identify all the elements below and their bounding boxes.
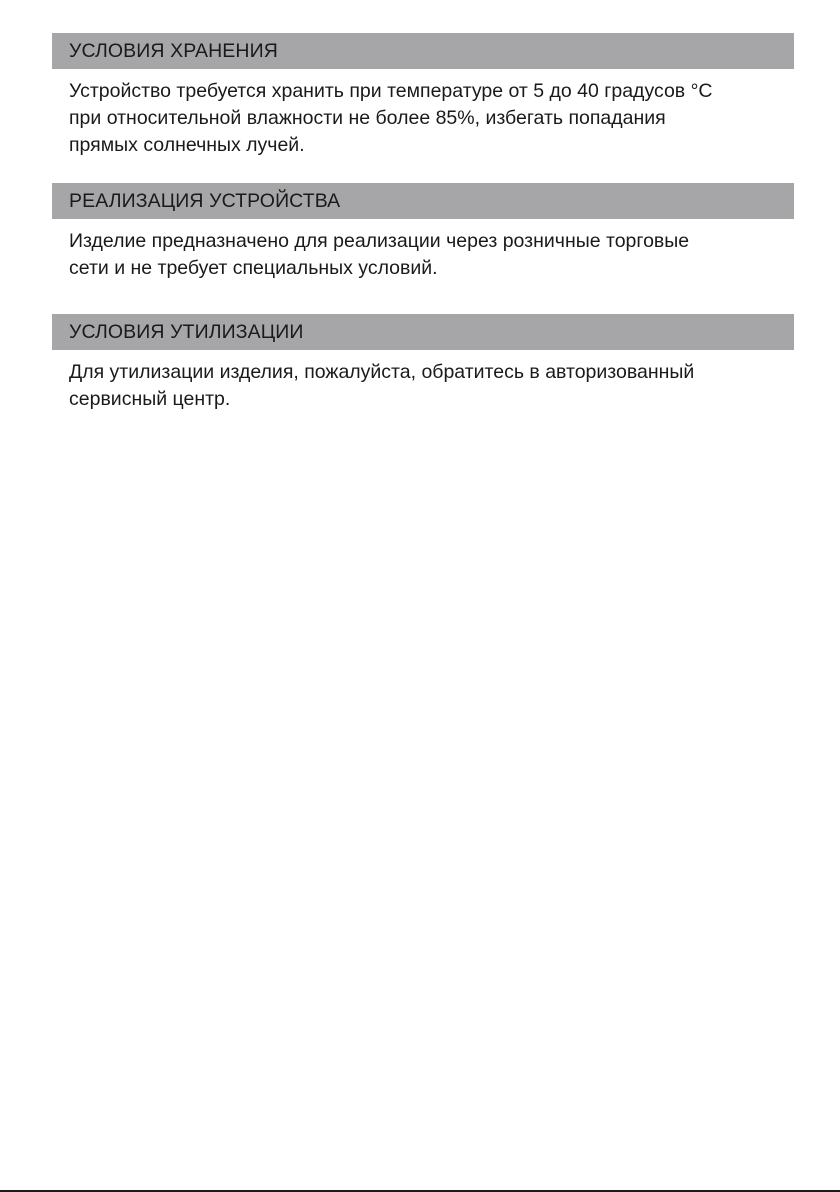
section-heading: УСЛОВИЯ ХРАНЕНИЯ [52,33,794,69]
section-text [52,78,794,159]
section-text [52,228,794,282]
section-heading: УСЛОВИЯ УТИЛИЗАЦИИ [52,314,794,350]
text-line: Изделие предназначено для реализации через розничные торговые [69,230,690,252]
section-device-sale [52,183,794,282]
section-storage-conditions [52,33,794,159]
text-line: прямых солнечных лучей. [69,134,305,156]
text-line: сервисный центр. [69,388,231,410]
text-line: Для утилизации изделия, пожалуйста, обратитесь в авторизованный [69,361,695,383]
section-heading: РЕАЛИЗАЦИЯ УСТРОЙСТВА [52,183,794,219]
section-disposal-conditions [52,314,794,413]
section-text [52,359,794,413]
text-line: сети и не требует специальных условий. [69,257,438,279]
text-line: при относительной влажности не более 85%, избегать попадания [69,107,666,129]
text-line: Устройство требуется хранить при температуре от 5 до 40 градусов °С [69,80,713,102]
